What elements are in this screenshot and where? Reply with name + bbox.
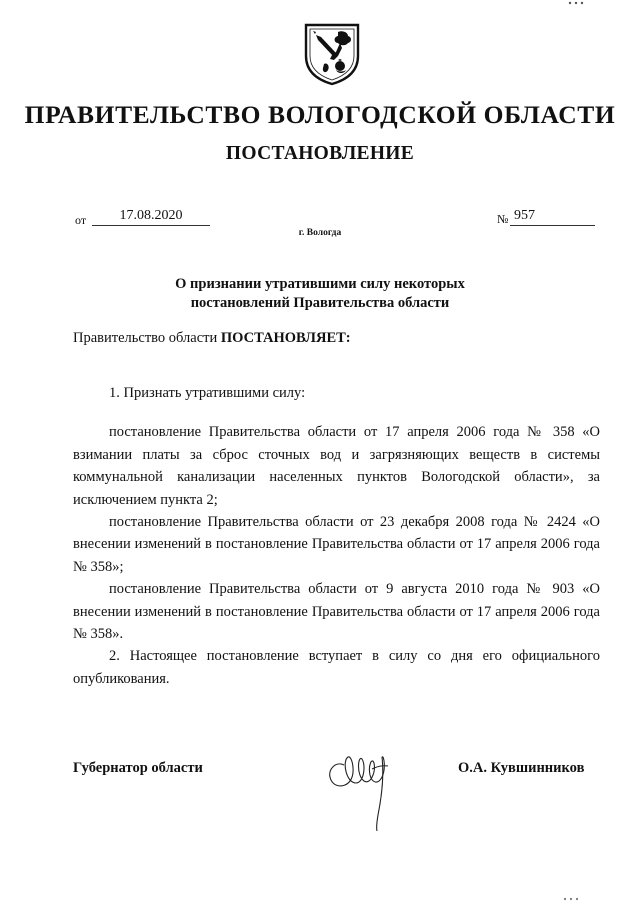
paragraph-2: постановление Правительства области от 23 декабря 2008 года № 2424 «О внесении изменений в постановление Правительства области от 17 апреля 2006 года № 358»; — [73, 514, 600, 575]
city: г. Вологда — [298, 228, 342, 238]
subject-line-2: постановлений Правительства области — [190, 295, 450, 311]
paragraph-3: постановление Правительства области от 9 августа 2010 года № 903 «О внесении изменений в постановление Правительства области от 17 апреля 2006 года № 358». — [73, 581, 600, 643]
scan-mark-icon — [562, 896, 584, 902]
paragraph-1: постановление Правительства области от 17 апреля 2006 года № 358 «О взимании платы за сброс сточных вод и загрязняющих веществ в системы коммунальной канализации населенных пунктов Вологодской области», за исключением пункта 2; — [73, 424, 600, 508]
number-value: 957 — [510, 207, 595, 226]
item-1: 1. Признать утратившими силу: — [109, 385, 306, 401]
government-title: ПРАВИТЕЛЬСТВО ВОЛОГОДСКОЙ ОБЛАСТИ — [24, 100, 616, 129]
scan-mark-icon — [567, 0, 587, 6]
preamble — [73, 330, 351, 347]
preamble-verb: ПОСТАНОВЛЯЕТ: — [220, 330, 351, 346]
subject-line-1: О признании утратившими силу некоторых — [175, 276, 465, 292]
item-2: 2. Настоящее постановление вступает в силу со дня его официального опубликования. — [73, 648, 600, 687]
vologda-coat-of-arms-icon — [302, 22, 362, 86]
signer-name: О.А. Кувшинников — [458, 760, 585, 776]
document-body — [73, 382, 600, 690]
handwritten-signature-icon — [322, 735, 400, 835]
document-subject — [0, 275, 640, 313]
document-type: ПОСТАНОВЛЕНИЕ — [225, 143, 415, 164]
number-label: № — [497, 212, 509, 226]
date-value: 17.08.2020 — [92, 207, 210, 226]
signer-role: Губернатор области — [73, 760, 203, 776]
date-label: от — [75, 213, 87, 227]
preamble-prefix: Правительство области — [73, 330, 221, 346]
